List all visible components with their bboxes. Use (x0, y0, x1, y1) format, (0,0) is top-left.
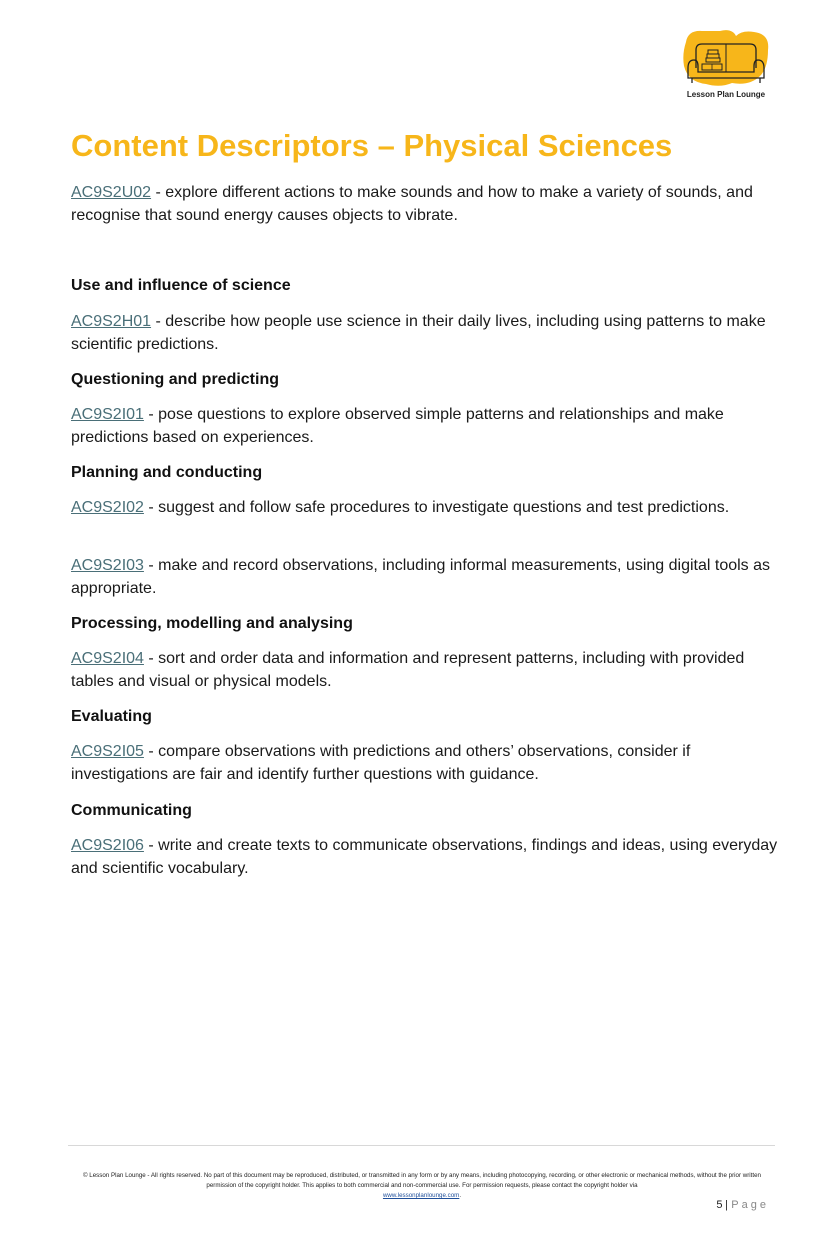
descriptor-text: - compare observations with predictions and others’ observations, consider if investigations are fair and identify further questions with guidance. (71, 743, 691, 783)
section-heading-communicating: Communicating (71, 802, 192, 819)
section-heading-use-influence: Use and influence of science (71, 277, 291, 294)
footer-copyright (72, 1171, 772, 1201)
descriptor-code-link[interactable]: AC9S2I05 (71, 743, 144, 760)
descriptor-text: - sort and order data and information and represent patterns, including with provided tables and visual or physical models. (71, 650, 745, 690)
link-suffix: . (459, 1192, 462, 1199)
descriptor-text: - suggest and follow safe procedures to investigate questions and test predictions. (143, 499, 730, 516)
page-number (716, 1199, 769, 1211)
section-heading-evaluating: Evaluating (71, 708, 152, 725)
descriptor-item (71, 310, 781, 356)
descriptor-code-link[interactable]: AC9S2I06 (71, 837, 144, 854)
section-heading-planning: Planning and conducting (71, 464, 263, 481)
intro-descriptor (71, 181, 781, 227)
descriptor-text: - make and record observations, including informal measurements, using digital tools as appropriate. (71, 557, 771, 597)
descriptor-code-link[interactable]: AC9S2I03 (71, 557, 144, 574)
descriptor-item (71, 403, 781, 449)
descriptor-item (71, 496, 781, 519)
descriptor-item (71, 554, 781, 600)
section-heading-questioning: Questioning and predicting (71, 371, 279, 388)
page-number-value: 5 (716, 1199, 723, 1211)
lesson-plan-lounge-logo (680, 28, 772, 102)
website-link[interactable]: www.lessonplanlounge.com (382, 1192, 460, 1199)
descriptor-text: - describe how people use science in their daily lives, including using patterns to make scientific predictions. (71, 313, 766, 353)
descriptor-code-link[interactable]: AC9S2I02 (71, 499, 144, 516)
logo-text: Lesson Plan Lounge (686, 90, 766, 99)
page-word: Page (731, 1199, 769, 1211)
descriptor-item (71, 740, 781, 786)
page-title: Content Descriptors – Physical Sciences (71, 128, 673, 163)
descriptor-text: - pose questions to explore observed simple patterns and relationships and make predictions based on experiences. (71, 406, 724, 446)
descriptor-item (71, 834, 781, 880)
descriptor-item (71, 647, 781, 693)
couch-logo-icon (680, 28, 772, 90)
descriptor-text: - write and create texts to communicate observations, findings and ideas, using everyday and scientific vocabulary. (71, 837, 778, 877)
footer-divider (68, 1145, 775, 1146)
descriptor-code-link[interactable]: AC9S2H01 (71, 313, 152, 330)
descriptor-text: - explore different actions to make sounds and how to make a variety of sounds, and recognise that sound energy causes objects to vibrate. (71, 184, 753, 224)
copyright-text: © Lesson Plan Lounge - All rights reserved. No part of this document may be reproduced, distributed, or transmitted in any form or by any means, including photocopying, recording, or other electronic or mechanical methods, without the prior written permission of the copyright holder. This applies to both commercial and non-commercial use. For permission requests, please contact the copyright holder via (83, 1172, 761, 1189)
page-separator: | (724, 1199, 729, 1211)
section-heading-processing: Processing, modelling and analysing (71, 615, 353, 632)
descriptor-code-link[interactable]: AC9S2I04 (71, 650, 144, 667)
descriptor-code-link[interactable]: AC9S2I01 (71, 406, 144, 423)
descriptor-code-link[interactable]: AC9S2U02 (71, 184, 152, 201)
